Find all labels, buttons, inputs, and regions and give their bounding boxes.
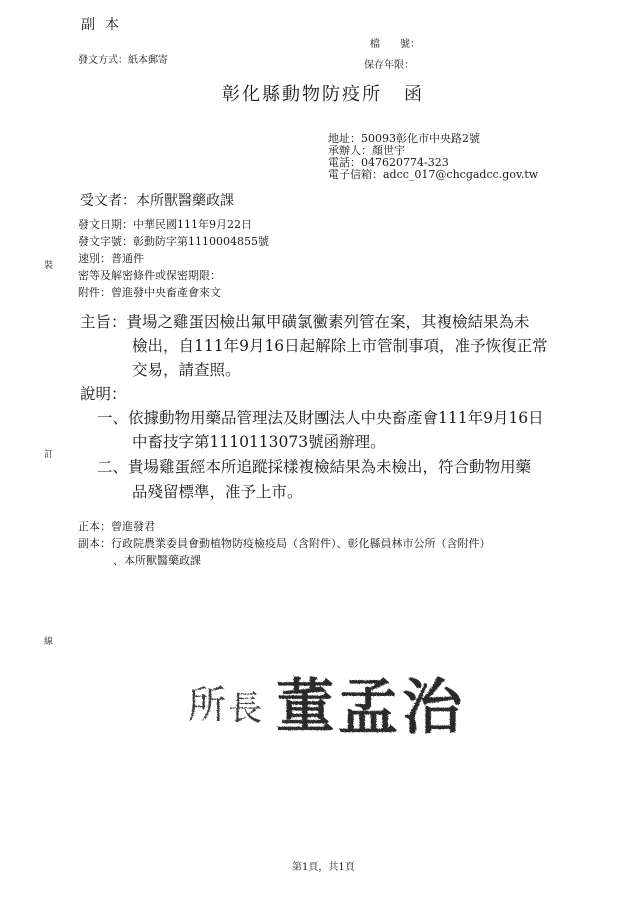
explanation-label: 說明： (80, 385, 127, 403)
recipient: 受文者：本所獸醫藥政課 (80, 193, 234, 209)
director-signature-stamp (188, 668, 468, 748)
explanation-item: 二、貴場雞蛋經本所追蹤採樣複檢結果為未檢出，符合動物用藥 (97, 458, 532, 476)
delivery-speed: 速別：普通件 (78, 252, 144, 265)
explanation-item: 中畜技字第1110113073號函辦理。 (132, 433, 386, 451)
send-method: 發文方式：紙本郵寄 (78, 55, 168, 66)
archive-number-label: 檔 號： (370, 39, 420, 50)
page-number: 第1頁，共1頁 (292, 862, 355, 873)
binding-mark: 裝 (44, 261, 54, 271)
svg-text:治: 治 (402, 673, 462, 743)
copy-mark: 副本 (81, 17, 129, 33)
retention-period-label: 保存年限： (364, 60, 414, 71)
svg-text:董: 董 (276, 672, 335, 740)
contact-handler: 承辦人：顏世宇 (328, 144, 405, 157)
document-type: 函 (404, 84, 424, 105)
contact-email: 電子信箱：adcc_017@chcgadcc.gov.tw (328, 168, 539, 181)
binding-mark: 線 (44, 637, 54, 647)
main-recipient: 正本：曾進發君 (78, 520, 155, 533)
subject-line: 交易，請查照。 (132, 361, 241, 379)
contact-address: 地址：50093彰化市中央路2號 (328, 132, 480, 145)
subject-line: 檢出，自111年9月16日起解除上市管制事項，准予恢復正常 (132, 337, 548, 355)
svg-text:所: 所 (188, 683, 227, 727)
attachment: 附件：曾進發中央畜產會來文 (78, 286, 221, 299)
carbon-copy-list: 副本：行政院農業委員會動植物防疫檢疫局（含附件）、彰化縣員林市公所（含附件） (78, 537, 491, 550)
contact-phone: 電話：047620774-323 (328, 156, 449, 169)
issue-date: 發文日期：中華民國111年9月22日 (78, 218, 252, 231)
svg-text:孟: 孟 (338, 673, 398, 743)
svg-text:長: 長 (228, 689, 262, 729)
subject-line: 主旨：貴場之雞蛋因檢出氟甲磺氯黴素列管在案，其複檢結果為未 (80, 313, 530, 331)
binding-mark: 訂 (44, 450, 54, 460)
secrecy-level: 密等及解密條件或保密期限： (78, 269, 221, 282)
explanation-item: 品殘留標準，准予上市。 (132, 483, 303, 501)
document-title (222, 80, 424, 106)
carbon-copy-list: 、本所獸醫藥政課 (113, 554, 201, 567)
issuing-organization: 彰化縣動物防疫所 (222, 84, 382, 105)
explanation-item: 一、依據動物用藥品管理法及財團法人中央畜產會111年9月16日 (97, 409, 544, 427)
issue-number: 發文字號：彰動防字第1110004855號 (78, 235, 269, 248)
